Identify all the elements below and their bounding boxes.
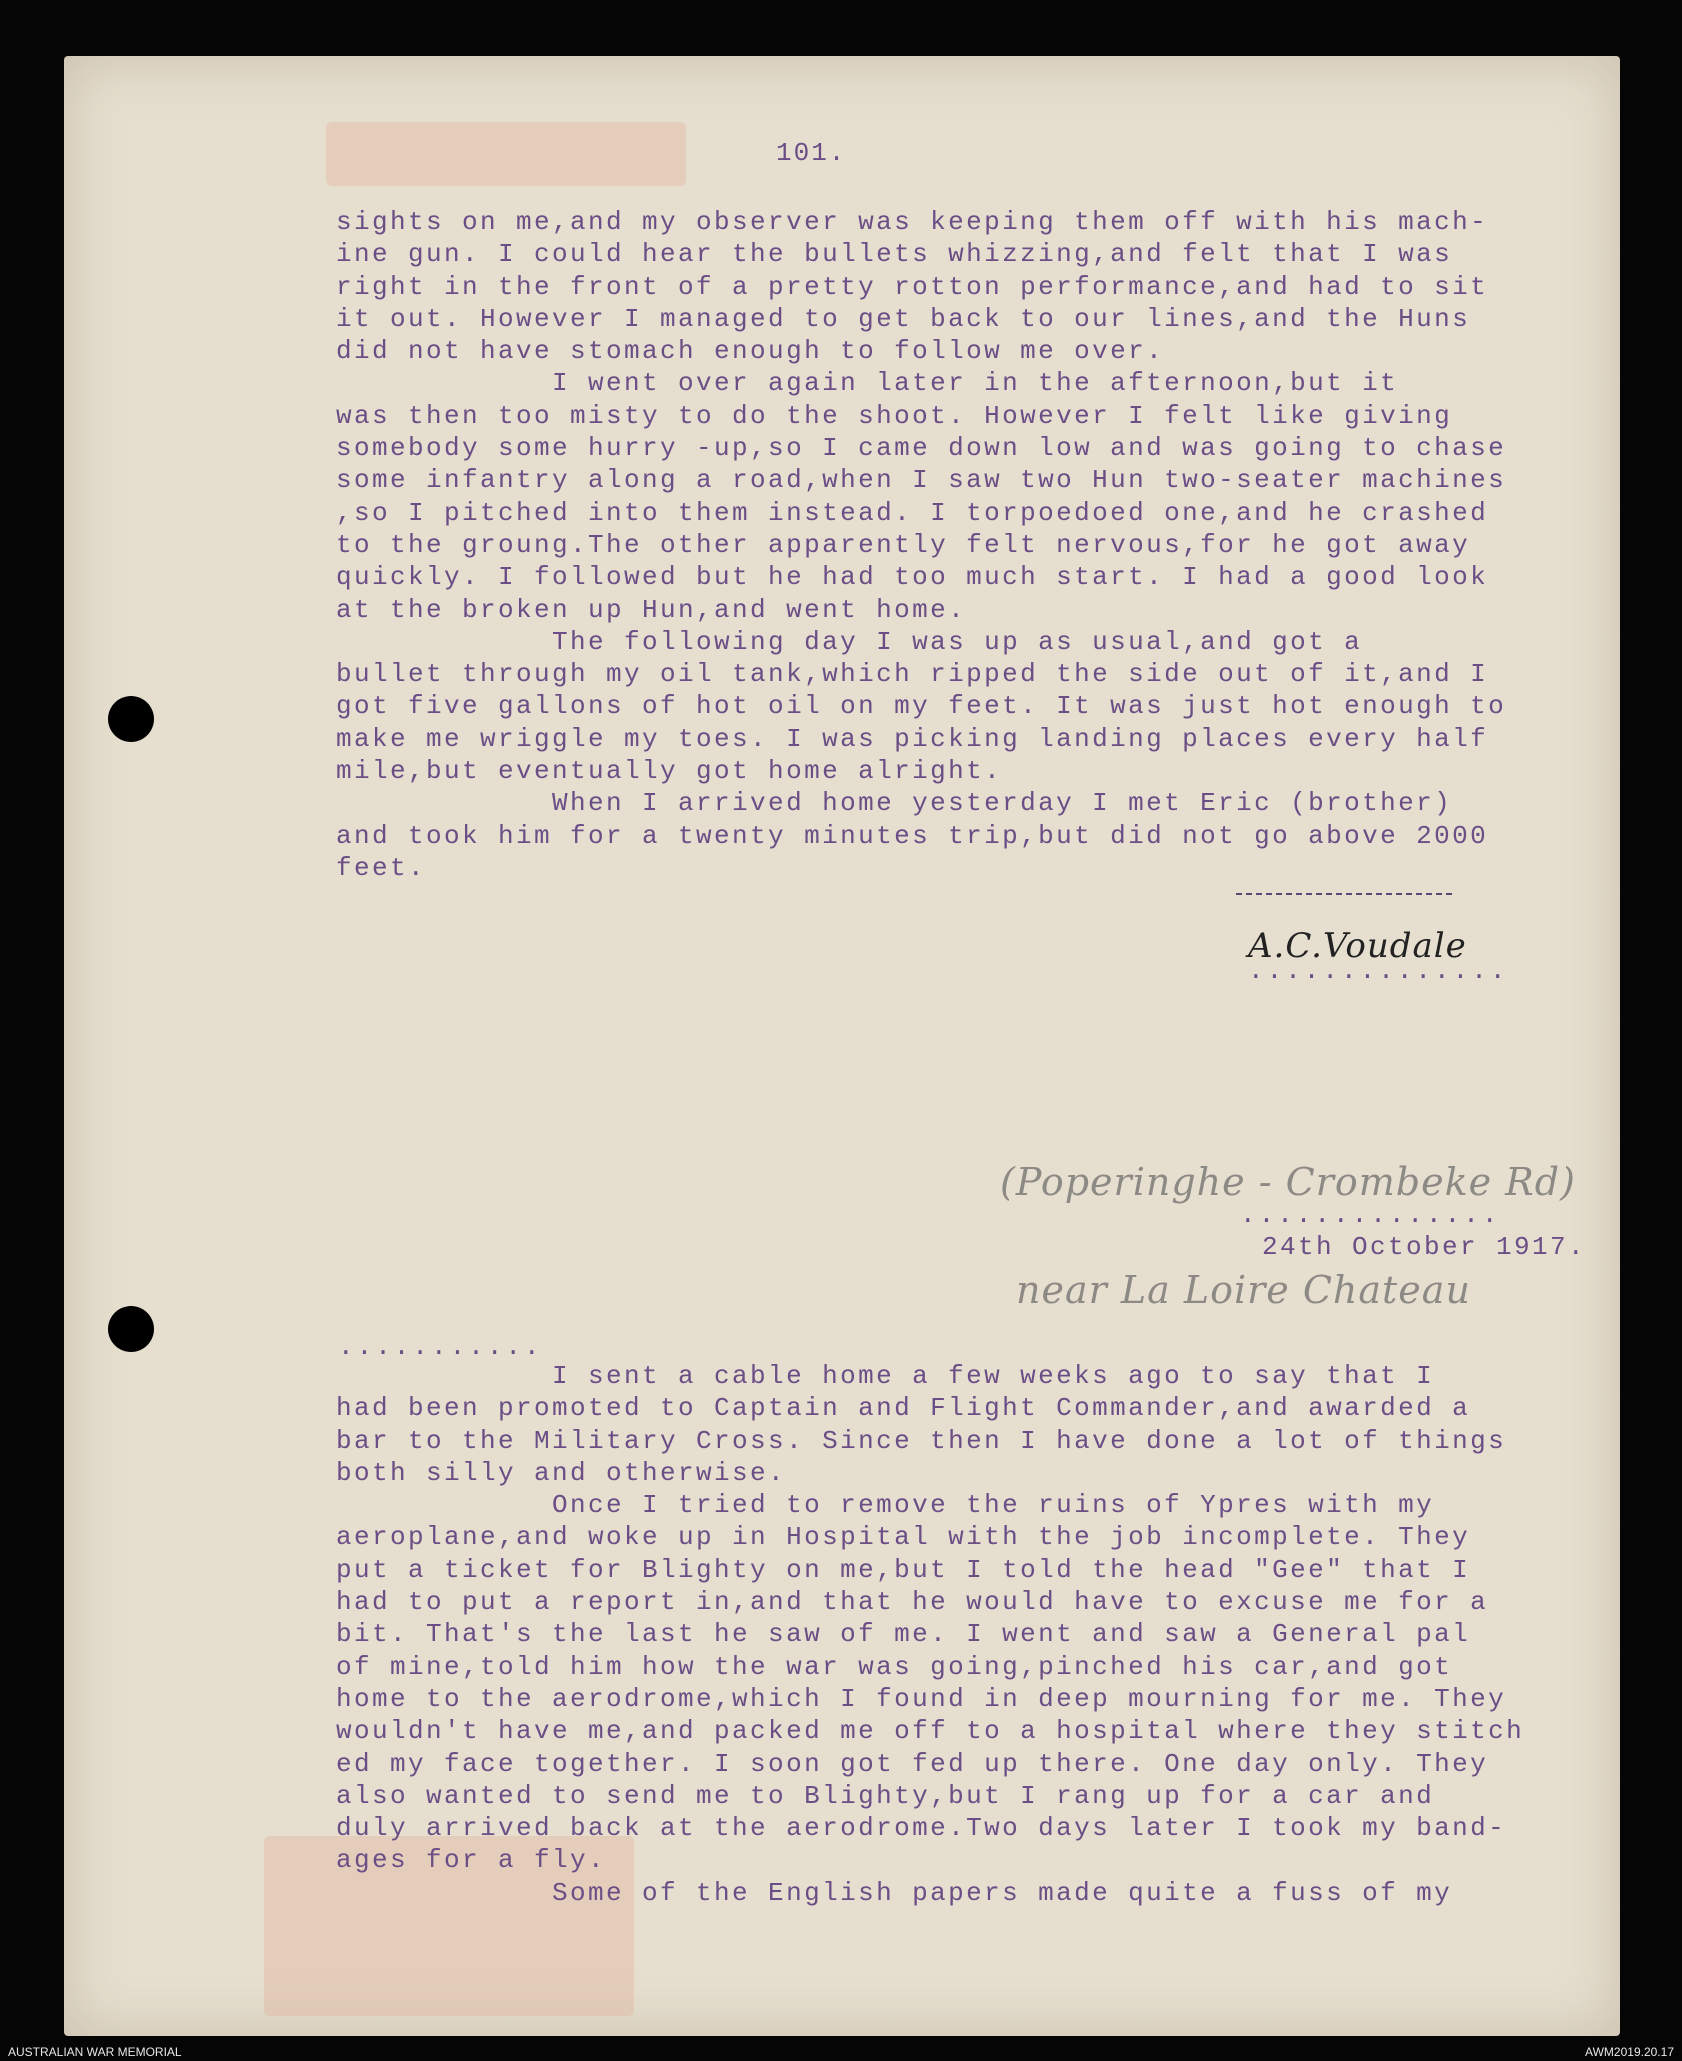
- text-line: at the broken up Hun,and went home.: [336, 594, 967, 625]
- text-line: of mine,told him how the war was going,pinched his car,and got: [336, 1651, 1453, 1682]
- letter-date: 24th October 1917.: [1262, 1232, 1587, 1262]
- text-line: make me wriggle my toes. I was picking landing places every half: [336, 723, 1489, 754]
- text-line: ine gun. I could hear the bullets whizzing,and felt that I was: [336, 239, 1453, 270]
- text-line: ages for a fly.: [336, 1845, 607, 1876]
- text-line: got five gallons of hot oil on my feet. It was just hot enough to: [336, 691, 1507, 722]
- text-line: some infantry along a road,when I saw two Hun two-seater machines: [336, 465, 1507, 496]
- text-line: I went over again later in the afternoon,but it: [336, 368, 1399, 399]
- text-line: aeroplane,and woke up in Hospital with the job incomplete. They: [336, 1522, 1471, 1553]
- text-line: put a ticket for Blighty on me,but I told the head "Gee" that I: [336, 1554, 1471, 1585]
- text-line: When I arrived home yesterday I met Eric (brother): [336, 788, 1453, 819]
- text-line: sights on me,and my observer was keeping them off with his mach-: [336, 207, 1489, 237]
- paper-stain: [326, 122, 686, 186]
- binder-hole: [108, 1306, 154, 1352]
- text-line: bar to the Military Cross. Since then I have done a lot of things: [336, 1425, 1507, 1456]
- text-line: Once I tried to remove the ruins of Ypres with my: [336, 1490, 1435, 1521]
- signature-dots: ..............: [1248, 956, 1509, 986]
- separator-line: [1236, 893, 1452, 895]
- pencil-annotation-location: near La Loire Chateau: [1016, 1268, 1471, 1312]
- binder-hole: [108, 696, 154, 742]
- pencil-annotation-address: (Poperinghe - Crombeke Rd): [1000, 1160, 1576, 1204]
- text-line: duly arrived back at the aerodrome.Two days later I took my band-: [336, 1813, 1507, 1844]
- text-line: had to put a report in,and that he would have to excuse me for a: [336, 1587, 1489, 1618]
- text-line: to the groung.The other apparently felt nervous,for he got away: [336, 529, 1471, 560]
- text-line: right in the front of a pretty rotton performance,and had to sit: [336, 271, 1489, 302]
- salutation-dots: ...........: [338, 1332, 543, 1362]
- text-line: wouldn't have me,and packed me off to a hospital where they stitch: [336, 1716, 1525, 1747]
- text-line: and took him for a twenty minutes trip,but did not go above 2000: [336, 820, 1489, 851]
- page-number: 101.: [776, 138, 847, 168]
- signature: A.C.Voudale: [1248, 926, 1467, 966]
- text-line: feet.: [336, 852, 427, 883]
- text-line: it out. However I managed to get back to our lines,and the Huns: [336, 303, 1471, 334]
- text-line: did not have stomach enough to follow me over.: [336, 336, 1165, 367]
- text-line: home to the aerodrome,which I found in deep mourning for me. They: [336, 1683, 1507, 1714]
- text-line: ,so I pitched into them instead. I torpoedoed one,and he crashed: [336, 497, 1489, 528]
- letter-body-part-2: [336, 1360, 1524, 1909]
- text-line: bullet through my oil tank,which ripped the side out of it,and I: [336, 659, 1489, 690]
- footer-archive-name: AUSTRALIAN WAR MEMORIAL: [8, 2045, 182, 2059]
- text-line: quickly. I followed but he had too much start. I had a good look: [336, 562, 1489, 593]
- text-line: I sent a cable home a few weeks ago to say that I: [336, 1361, 1435, 1391]
- text-line: also wanted to send me to Blighty,but I rang up for a car and: [336, 1780, 1435, 1811]
- text-line: both silly and otherwise.: [336, 1457, 787, 1488]
- text-line: bit. That's the last he saw of me. I went and saw a General pal: [336, 1619, 1471, 1650]
- text-line: mile,but eventually got home alright.: [336, 756, 1003, 787]
- footer-record-id: AWM2019.20.17: [1585, 2045, 1674, 2059]
- text-line: had been promoted to Captain and Flight Commander,and awarded a: [336, 1393, 1471, 1424]
- text-line: somebody some hurry -up,so I came down low and was going to chase: [336, 433, 1507, 464]
- text-line: was then too misty to do the shoot. However I felt like giving: [336, 400, 1453, 431]
- text-line: Some of the English papers made quite a fuss of my: [336, 1877, 1453, 1908]
- text-line: ed my face together. I soon got fed up there. One day only. They: [336, 1748, 1489, 1779]
- address-dots: ..............: [1240, 1200, 1501, 1230]
- text-line: The following day I was up as usual,and got a: [336, 626, 1363, 657]
- letter-body-part-1: [336, 206, 1506, 884]
